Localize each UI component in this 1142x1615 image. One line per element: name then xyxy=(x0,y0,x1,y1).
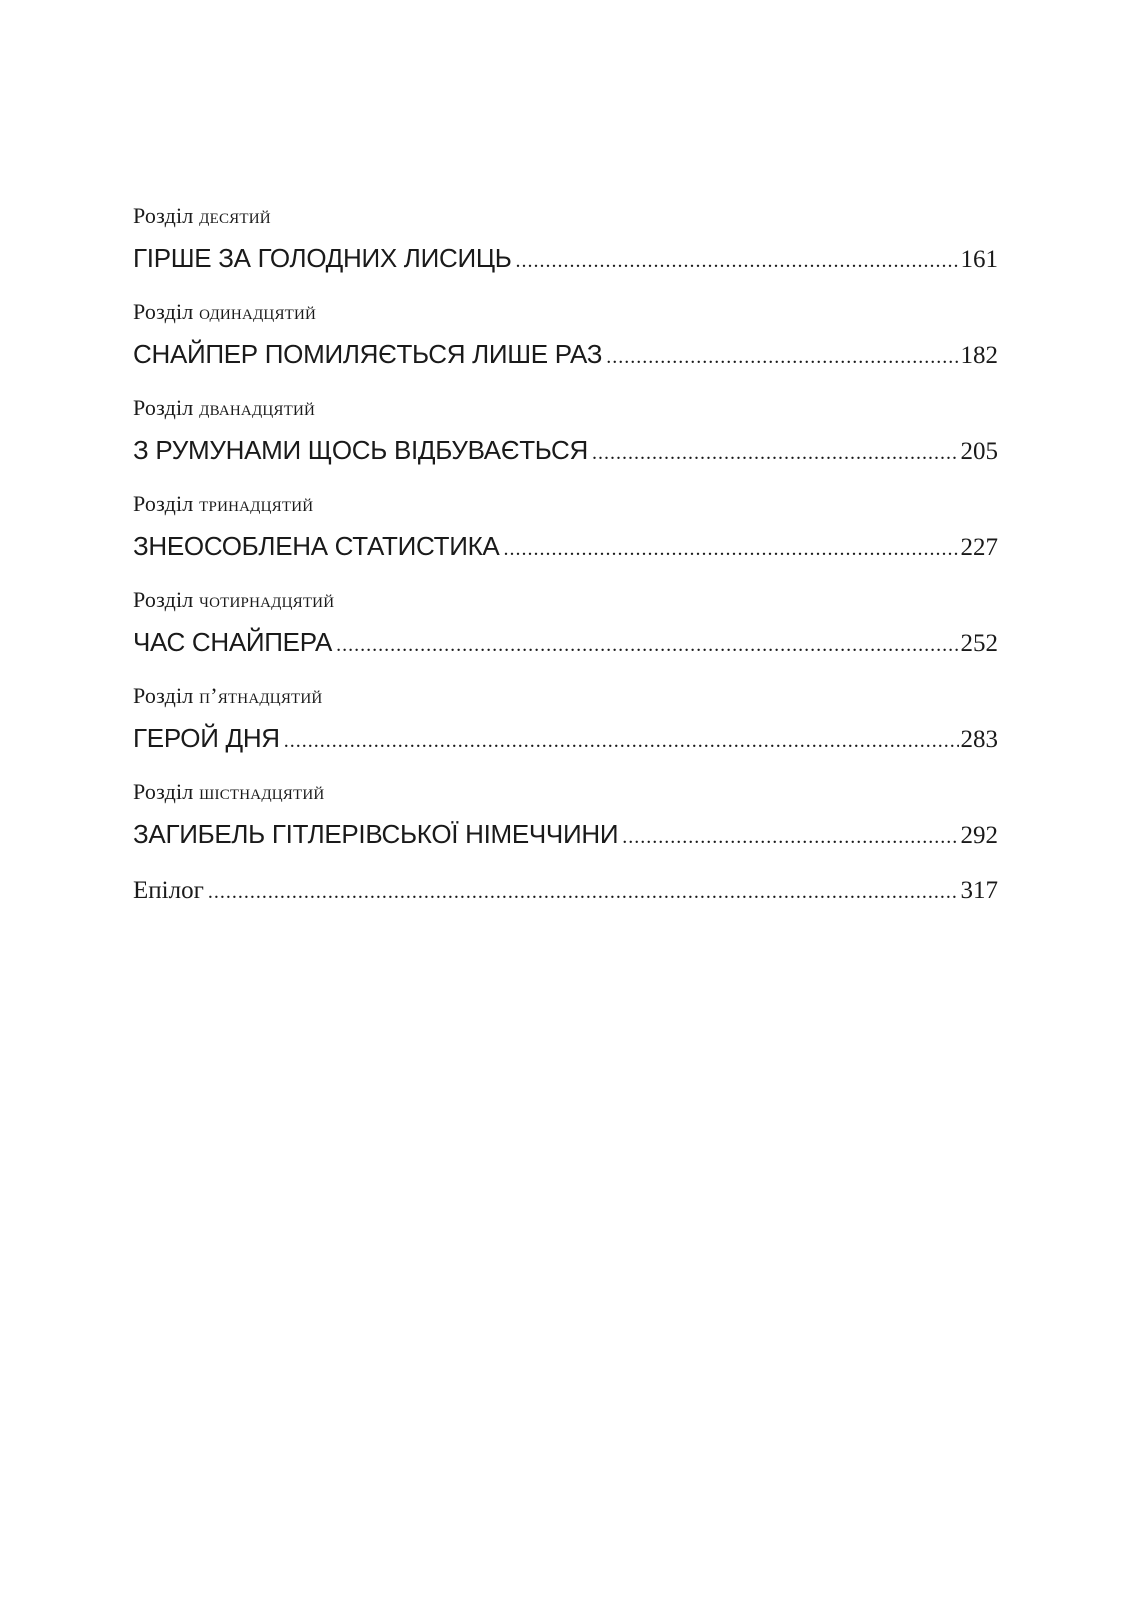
chapter-label xyxy=(133,298,998,326)
chapter-title: СНАЙПЕР ПОМИЛЯЄТЬСЯ ЛИШЕ РАЗ xyxy=(133,339,603,369)
toc-entry-15 xyxy=(133,682,998,755)
chapter-title: ГЕРОЙ ДНЯ xyxy=(133,723,280,753)
chapter-ordinal: чотирнадцятий xyxy=(199,587,335,612)
chapter-ordinal: тринадцятий xyxy=(199,491,314,516)
page-number: 283 xyxy=(960,726,998,753)
dot-leader xyxy=(588,436,959,470)
chapter-word: Розділ xyxy=(133,683,194,708)
toc-entry-13 xyxy=(133,490,998,563)
toc-entry-11 xyxy=(133,298,998,371)
chapter-label xyxy=(133,202,998,230)
page-number: 292 xyxy=(960,822,998,849)
chapter-label xyxy=(133,778,998,806)
dot-leader xyxy=(204,875,959,909)
chapter-ordinal: десятий xyxy=(199,203,271,228)
toc-line[interactable] xyxy=(133,241,998,275)
dot-leader xyxy=(512,244,959,278)
dot-leader xyxy=(499,532,958,566)
chapter-word: Розділ xyxy=(133,779,194,804)
toc-line[interactable] xyxy=(133,721,998,755)
toc-entry-16 xyxy=(133,778,998,851)
page-number: 317 xyxy=(960,877,998,904)
chapter-ordinal: одинадцятий xyxy=(199,299,317,324)
chapter-title: ЧАС СНАЙПЕРА xyxy=(133,627,333,657)
toc-line[interactable] xyxy=(133,529,998,563)
epilog-title: Епілог xyxy=(133,877,204,904)
toc-line[interactable] xyxy=(133,625,998,659)
chapter-label xyxy=(133,490,998,518)
page-number: 252 xyxy=(960,630,998,657)
toc-line[interactable] xyxy=(133,433,998,467)
dot-leader xyxy=(280,724,959,758)
chapter-ordinal: п’ятнадцятий xyxy=(199,683,323,708)
page-number: 161 xyxy=(960,246,998,273)
toc-entry-10 xyxy=(133,202,998,275)
dot-leader xyxy=(618,820,958,854)
chapter-ordinal: шістнадцятий xyxy=(199,779,325,804)
chapter-word: Розділ xyxy=(133,491,194,516)
chapter-title: ЗНЕОСОБЛЕНА СТАТИСТИКА xyxy=(133,531,500,561)
chapter-word: Розділ xyxy=(133,587,194,612)
toc-entry-12 xyxy=(133,394,998,467)
page-number: 205 xyxy=(960,438,998,465)
chapter-title: ЗАГИБЕЛЬ ГІТЛЕРІВСЬКОЇ НІМЕЧЧИНИ xyxy=(133,819,619,849)
page-number: 227 xyxy=(960,534,998,561)
table-of-contents xyxy=(133,202,998,908)
toc-line[interactable] xyxy=(133,337,998,371)
chapter-title: ГІРШЕ ЗА ГОЛОДНИХ ЛИСИЦЬ xyxy=(133,243,512,273)
chapter-label xyxy=(133,586,998,614)
chapter-label xyxy=(133,394,998,422)
chapter-word: Розділ xyxy=(133,203,194,228)
chapter-word: Розділ xyxy=(133,395,194,420)
dot-leader xyxy=(332,628,958,662)
chapter-title: З РУМУНАМИ ЩОСЬ ВІДБУВАЄТЬСЯ xyxy=(133,435,588,465)
chapter-label xyxy=(133,682,998,710)
chapter-word: Розділ xyxy=(133,299,194,324)
toc-entry-14 xyxy=(133,586,998,659)
chapter-ordinal: дванадцятий xyxy=(199,395,316,420)
toc-line-epilog[interactable] xyxy=(133,874,998,908)
dot-leader xyxy=(602,340,958,374)
page-number: 182 xyxy=(960,342,998,369)
toc-line[interactable] xyxy=(133,817,998,851)
